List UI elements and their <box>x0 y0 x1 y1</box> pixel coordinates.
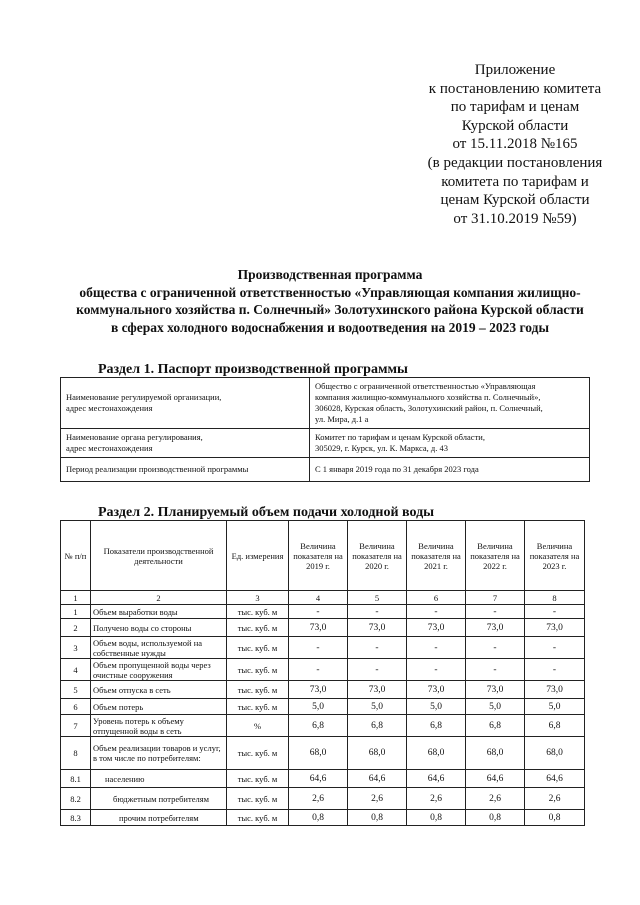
column-number: 2 <box>91 591 227 605</box>
passport-value <box>310 429 590 458</box>
table-row <box>61 770 585 788</box>
water-volume-table <box>60 520 585 826</box>
row-value: 0,8 <box>525 810 585 826</box>
value-line: Комитет по тарифам и ценам Курской области, <box>315 432 485 442</box>
row-number: 7 <box>61 715 91 737</box>
row-number: 8.3 <box>61 810 91 826</box>
row-value: 2,6 <box>348 788 407 810</box>
header-row <box>61 521 585 591</box>
row-number: 8.2 <box>61 788 91 810</box>
row-indicator: Объем потерь <box>91 699 227 715</box>
appendix-note <box>400 61 630 228</box>
column-number-row <box>61 591 585 605</box>
document-title <box>40 266 620 336</box>
row-number: 8 <box>61 737 91 770</box>
row-value: - <box>525 605 585 619</box>
passport-value <box>310 458 590 482</box>
row-value: 6,8 <box>466 715 525 737</box>
row-value: 0,8 <box>289 810 348 826</box>
column-number: 5 <box>348 591 407 605</box>
appendix-line: Курской области <box>461 117 569 134</box>
section2-heading: Раздел 2. Планируемый объем подачи холодной воды <box>98 505 435 520</box>
appendix-line: по тарифам и ценам <box>450 99 580 116</box>
row-value: 64,6 <box>407 770 466 788</box>
header-2021: Величина показателя на 2021 г. <box>407 521 466 591</box>
row-value: - <box>466 605 525 619</box>
value-line: С 1 января 2019 года по 31 декабря 2023 года <box>315 464 479 474</box>
value-line: 305029, г. Курск, ул. К. Маркса, д. 43 <box>315 443 448 453</box>
row-value: 73,0 <box>289 619 348 637</box>
appendix-line: к постановлению комитета <box>428 80 602 97</box>
header-2022: Величина показателя на 2022 г. <box>466 521 525 591</box>
row-value: - <box>289 637 348 659</box>
row-value: - <box>348 659 407 681</box>
row-unit: тыс. куб. м <box>227 619 289 637</box>
row-indicator: Объем отпуска в сеть <box>91 681 227 699</box>
row-indicator: Получено воды со стороны <box>91 619 227 637</box>
row-value: 73,0 <box>525 619 585 637</box>
row-value: - <box>407 637 466 659</box>
label-line: адрес местонахождения <box>66 443 153 453</box>
header-indicator: Показатели производственной деятельности <box>91 521 227 591</box>
appendix-line: ценам Курской области <box>440 192 590 209</box>
row-value: 6,8 <box>289 715 348 737</box>
row-value: 6,8 <box>525 715 585 737</box>
table-row <box>61 699 585 715</box>
value-line: компания жилищно-коммунального хозяйства п. Солнечный», <box>315 392 541 402</box>
row-unit: тыс. куб. м <box>227 788 289 810</box>
row-value: 68,0 <box>289 737 348 770</box>
row-value: 64,6 <box>525 770 585 788</box>
header-num: № п/п <box>61 521 91 591</box>
passport-table <box>60 377 590 482</box>
row-value: 73,0 <box>289 681 348 699</box>
row-value: 73,0 <box>466 619 525 637</box>
table-row <box>61 637 585 659</box>
table-row <box>61 810 585 826</box>
appendix-line: от 31.10.2019 №59) <box>453 210 577 227</box>
row-value: 5,0 <box>407 699 466 715</box>
row-number: 2 <box>61 619 91 637</box>
row-unit: тыс. куб. м <box>227 699 289 715</box>
section1-heading: Раздел 1. Паспорт производственной программы <box>98 362 408 377</box>
table-row <box>61 788 585 810</box>
row-value: 64,6 <box>289 770 348 788</box>
passport-value <box>310 378 590 429</box>
row-value: 2,6 <box>525 788 585 810</box>
column-number: 7 <box>466 591 525 605</box>
row-unit: тыс. куб. м <box>227 770 289 788</box>
row-indicator: Уровень потерь к объему отпущенной воды в сеть <box>91 715 227 737</box>
label-line: Наименование органа регулирования, <box>66 432 203 442</box>
row-value: 0,8 <box>407 810 466 826</box>
appendix-line: комитета по тарифам и <box>441 173 589 190</box>
table-row <box>61 619 585 637</box>
row-value: 5,0 <box>348 699 407 715</box>
row-indicator: бюджетным потребителям <box>91 788 227 810</box>
label-line: Период реализации производственной программы <box>66 464 249 474</box>
row-value: - <box>407 659 466 681</box>
row-unit: % <box>227 715 289 737</box>
row-unit: тыс. куб. м <box>227 681 289 699</box>
row-value: 6,8 <box>407 715 466 737</box>
column-number: 3 <box>227 591 289 605</box>
column-number: 1 <box>61 591 91 605</box>
value-line: Общество с ограниченной ответственностью «Управляющая <box>315 381 536 391</box>
title-line: Производственная программа <box>237 267 423 282</box>
row-value: 5,0 <box>289 699 348 715</box>
row-indicator: Объем воды, используемой на собственные нужды <box>91 637 227 659</box>
row-value: - <box>348 605 407 619</box>
row-value: 0,8 <box>348 810 407 826</box>
row-value: 64,6 <box>348 770 407 788</box>
label-line: адрес местонахождения <box>66 403 153 413</box>
row-value: 73,0 <box>348 681 407 699</box>
row-indicator: Объем выработки воды <box>91 605 227 619</box>
row-number: 1 <box>61 605 91 619</box>
row-indicator: Объем пропущенной воды через очистные сооружения <box>91 659 227 681</box>
row-value: 6,8 <box>348 715 407 737</box>
row-unit: тыс. куб. м <box>227 737 289 770</box>
passport-label <box>61 458 310 482</box>
header-2019: Величина показателя на 2019 г. <box>289 521 348 591</box>
row-indicator: Объем реализации товаров и услуг, в том числе по потребителям: <box>91 737 227 770</box>
row-value: - <box>466 659 525 681</box>
appendix-line: от 15.11.2018 №165 <box>452 136 578 153</box>
row-value: 73,0 <box>348 619 407 637</box>
header-2020: Величина показателя на 2020 г. <box>348 521 407 591</box>
row-value: 68,0 <box>407 737 466 770</box>
row-value: 73,0 <box>407 681 466 699</box>
row-value: - <box>466 637 525 659</box>
row-value: - <box>525 637 585 659</box>
passport-label <box>61 429 310 458</box>
row-value: 5,0 <box>525 699 585 715</box>
column-number: 6 <box>407 591 466 605</box>
row-number: 3 <box>61 637 91 659</box>
column-number: 8 <box>525 591 585 605</box>
row-number: 4 <box>61 659 91 681</box>
value-line: ул. Мира, д.1 а <box>315 414 369 424</box>
label-line: Наименование регулируемой организации, <box>66 392 222 402</box>
row-value: 73,0 <box>407 619 466 637</box>
row-unit: тыс. куб. м <box>227 637 289 659</box>
table-row <box>61 715 585 737</box>
row-unit: тыс. куб. м <box>227 810 289 826</box>
row-number: 6 <box>61 699 91 715</box>
row-value: 68,0 <box>525 737 585 770</box>
row-value: 73,0 <box>525 681 585 699</box>
row-value: 2,6 <box>407 788 466 810</box>
row-unit: тыс. куб. м <box>227 659 289 681</box>
table-row <box>61 681 585 699</box>
row-indicator: населению <box>91 770 227 788</box>
row-value: 0,8 <box>466 810 525 826</box>
row-value: 73,0 <box>466 681 525 699</box>
row-value: - <box>348 637 407 659</box>
row-value: - <box>289 605 348 619</box>
row-value: 2,6 <box>466 788 525 810</box>
row-indicator: прочим потребителям <box>91 810 227 826</box>
table-row <box>61 737 585 770</box>
row-value: - <box>289 659 348 681</box>
passport-row <box>61 429 590 458</box>
row-value: 68,0 <box>348 737 407 770</box>
row-value: 2,6 <box>289 788 348 810</box>
passport-label <box>61 378 310 429</box>
header-2023: Величина показателя на 2023 г. <box>525 521 585 591</box>
title-line: общества с ограниченной ответственностью «Управляющая компания жилищно- <box>79 284 581 300</box>
title-line: коммунального хозяйства п. Солнечный» Золотухинского района Курской области <box>76 302 584 317</box>
table-row <box>61 605 585 619</box>
row-value: 64,6 <box>466 770 525 788</box>
value-line: 306028, Курская область, Золотухинский район, п. Солнечный, <box>315 403 543 413</box>
passport-row <box>61 378 590 429</box>
row-value: 68,0 <box>466 737 525 770</box>
table-row <box>61 659 585 681</box>
row-number: 5 <box>61 681 91 699</box>
row-number: 8.1 <box>61 770 91 788</box>
appendix-line: (в редакции постановления <box>427 154 603 171</box>
row-value: - <box>407 605 466 619</box>
row-value: - <box>525 659 585 681</box>
appendix-line: Приложение <box>474 62 556 78</box>
row-unit: тыс. куб. м <box>227 605 289 619</box>
passport-row <box>61 458 590 482</box>
title-line: в сферах холодного водоснабжения и водоотведения на 2019 – 2023 годы <box>110 319 550 335</box>
header-unit: Ед. измерения <box>227 521 289 591</box>
row-value: 5,0 <box>466 699 525 715</box>
column-number: 4 <box>289 591 348 605</box>
